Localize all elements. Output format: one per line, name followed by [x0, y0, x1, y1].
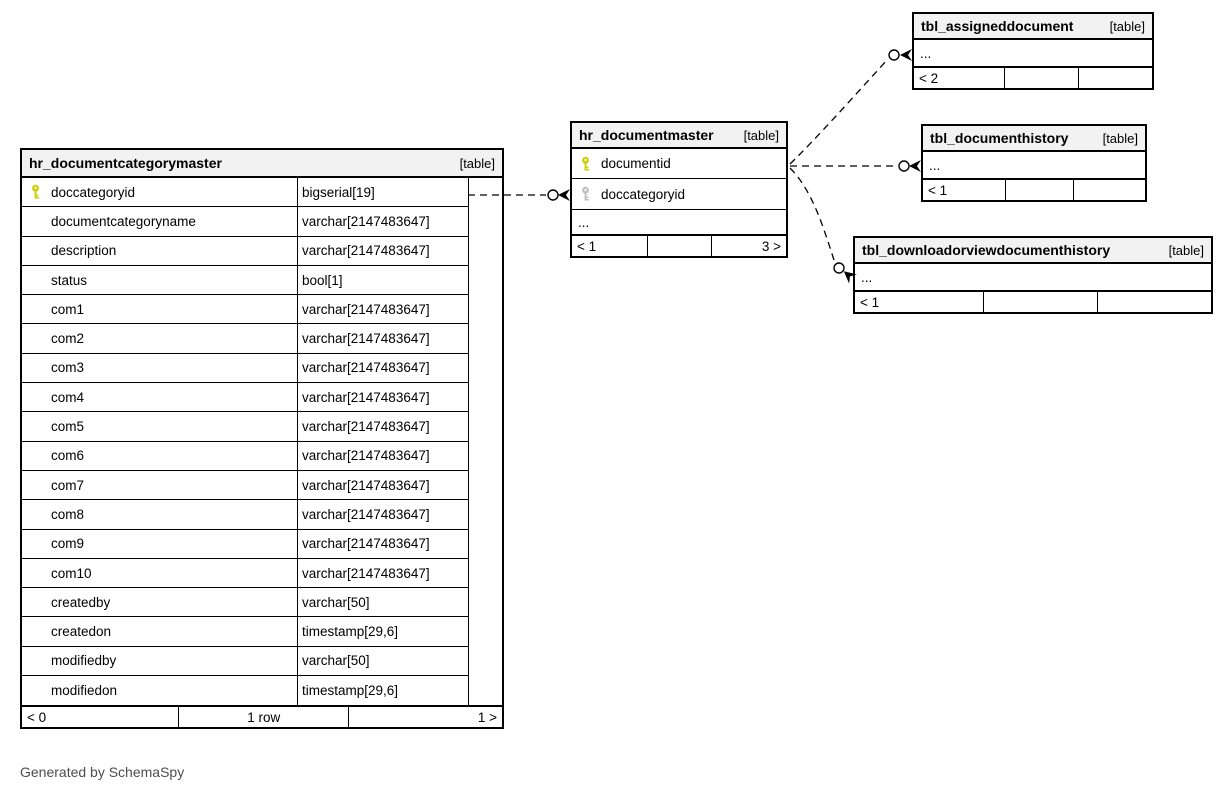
table-footer [572, 234, 786, 256]
column-row-com8 [22, 500, 468, 529]
table-header [855, 238, 1211, 264]
crow-foot-arrow-icon [558, 189, 570, 201]
edge-documentid-assigneddocument [790, 49, 912, 164]
column-row-com3 [22, 354, 468, 383]
table-tbl_downloadorviewdocumenthistory [853, 236, 1213, 314]
zero-cardinality-circle-icon [899, 161, 909, 171]
zero-cardinality-circle-icon [834, 263, 844, 273]
column-name: com9 [51, 536, 85, 552]
column-name: com1 [51, 301, 85, 317]
column-name: com4 [51, 389, 85, 405]
column-name: com6 [51, 448, 85, 464]
column-row-createdon [22, 617, 468, 646]
column-row-status [22, 266, 468, 295]
column-name: com2 [51, 331, 85, 347]
table-type-badge: [table] [1102, 130, 1138, 146]
table-title[interactable]: tbl_downloadorviewdocumenthistory [862, 242, 1111, 258]
table-type-badge: [table] [459, 155, 495, 171]
table-hr_documentcategorymaster [20, 148, 504, 729]
table-type-badge: [table] [1168, 242, 1204, 258]
column-name: documentcategoryname [51, 213, 196, 229]
column-type: varchar[2147483647] [297, 207, 468, 235]
column-type: varchar[2147483647] [297, 295, 468, 323]
column-name: doccategoryid [601, 186, 686, 202]
zero-cardinality-circle-icon [889, 50, 899, 60]
table-footer [923, 178, 1145, 200]
column-name: description [51, 243, 117, 259]
footer-children-count: < 2 [919, 70, 939, 86]
column-name: modifiedon [51, 683, 118, 699]
column-type: varchar[2147483647] [297, 237, 468, 265]
table-header [914, 14, 1152, 40]
column-name: createdon [51, 624, 112, 640]
hidden-columns-ellipsis: ... [572, 209, 786, 234]
column-row-com9 [22, 530, 468, 559]
column-row-com7 [22, 471, 468, 500]
column-name: com10 [51, 565, 92, 581]
table-header [923, 126, 1145, 152]
column-type: varchar[2147483647] [297, 442, 468, 470]
column-name: com8 [51, 506, 85, 522]
table-tbl_assigneddocument [912, 12, 1154, 90]
column-type: timestamp[29,6] [297, 617, 468, 645]
column-type: varchar[50] [297, 647, 468, 675]
column-type: varchar[2147483647] [297, 324, 468, 352]
column-name: doccategoryid [51, 184, 136, 200]
column-name: com3 [51, 360, 85, 376]
column-list [572, 149, 786, 209]
table-title[interactable]: tbl_documenthistory [930, 130, 1069, 146]
column-row-modifiedby [22, 647, 468, 676]
table-title[interactable]: tbl_assigneddocument [921, 18, 1074, 34]
table-header [22, 150, 502, 178]
footer-row-count [983, 292, 1097, 312]
column-name: documentid [601, 156, 671, 171]
column-row-createdby [22, 588, 468, 617]
footer-row-count [1004, 68, 1078, 88]
edge-documentid-documenthistory [790, 160, 921, 172]
column-name: status [51, 272, 88, 288]
footer-row-count [647, 236, 711, 256]
crow-foot-arrow-icon [900, 49, 912, 61]
table-type-badge: [table] [1109, 18, 1145, 34]
footer-parents-count: 3 > [711, 236, 786, 256]
table-tbl_documenthistory [921, 124, 1147, 202]
column-row-com10 [22, 559, 468, 588]
column-row-com1 [22, 295, 468, 324]
column-type: varchar[2147483647] [297, 500, 468, 528]
column-type: bigserial[19] [297, 178, 468, 206]
footer-children-count: < 1 [928, 182, 948, 198]
column-type: varchar[2147483647] [297, 354, 468, 382]
hidden-columns-ellipsis: ... [920, 45, 932, 61]
column-row-com5 [22, 412, 468, 441]
generator-credit: Generated by SchemaSpy [20, 764, 185, 780]
table-footer [855, 290, 1211, 312]
table-hr_documentmaster [570, 121, 788, 258]
column-type: varchar[2147483647] [297, 559, 468, 587]
column-name: modifiedby [51, 653, 117, 669]
column-type: varchar[2147483647] [297, 412, 468, 440]
column-row-com6 [22, 442, 468, 471]
footer-row-count [1005, 180, 1073, 200]
table-body [22, 178, 502, 705]
column-name: com7 [51, 477, 85, 493]
column-list [22, 178, 468, 705]
footer-children-count: < 1 [577, 238, 597, 254]
column-row-description [22, 237, 468, 266]
table-title[interactable]: hr_documentcategorymaster [29, 155, 222, 171]
footer-parents-count [1078, 68, 1152, 88]
table-footer [22, 705, 502, 727]
hidden-columns-ellipsis: ... [929, 157, 941, 173]
column-row-documentcategoryname [22, 207, 468, 236]
primary-key-icon [30, 184, 43, 200]
table-header [572, 123, 786, 149]
foreign-key-icon [580, 186, 593, 202]
footer-parents-count [1097, 292, 1211, 312]
column-type: varchar[2147483647] [297, 383, 468, 411]
column-type: varchar[50] [297, 588, 468, 616]
column-row-com4 [22, 383, 468, 412]
table-footer [914, 66, 1152, 88]
column-name: createdby [51, 594, 111, 610]
hidden-columns-ellipsis: ... [861, 269, 873, 285]
column-row-modifiedon [22, 676, 468, 705]
footer-parents-count [1073, 180, 1145, 200]
column-type: timestamp[29,6] [297, 676, 468, 705]
zero-cardinality-circle-icon [548, 190, 558, 200]
footer-children-count: < 1 [860, 294, 880, 310]
edge-documentid-downloadorviewdocumenthistory [790, 168, 857, 284]
column-row-doccategoryid [22, 178, 468, 207]
crow-foot-arrow-icon [909, 160, 921, 172]
footer-parents-count: 1 > [348, 707, 502, 727]
footer-row-count: 1 row [178, 707, 348, 727]
column-type: varchar[2147483647] [297, 530, 468, 558]
column-type: bool[1] [297, 266, 468, 294]
primary-key-icon [580, 156, 593, 172]
column-row-doccategoryid [572, 179, 786, 209]
column-name: com5 [51, 419, 85, 435]
column-row-documentid [572, 149, 786, 179]
table-type-badge: [table] [743, 127, 779, 143]
column-row-com2 [22, 324, 468, 353]
footer-children-count: < 0 [27, 709, 47, 725]
column-type: varchar[2147483647] [297, 471, 468, 499]
edge-port-strip [468, 178, 502, 705]
table-title[interactable]: hr_documentmaster [579, 127, 714, 143]
